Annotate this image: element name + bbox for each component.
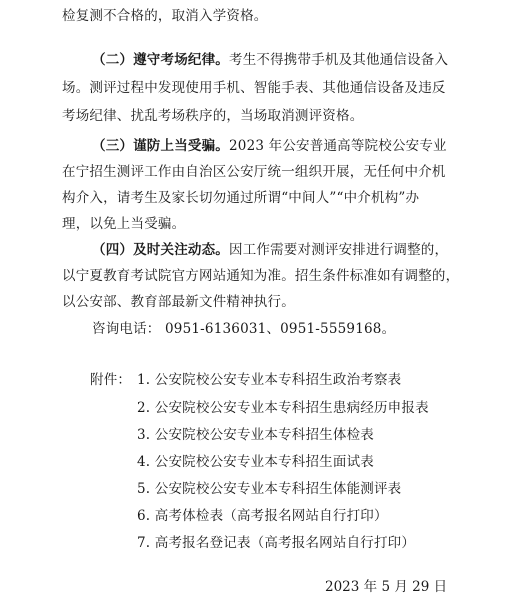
attachment-item: 3. 公安院校公安专业本专科招生体检表 — [137, 427, 374, 443]
paragraph-line: 在宁招生测评工作由自治区公安厅统一组织开展，无任何中介机 — [62, 164, 446, 180]
document-date: 2023 年 5 月 29 日 — [325, 579, 448, 595]
paragraph-line: 理，以免上当受骗。 — [62, 216, 186, 232]
section-heading: （二）遵守考场纪律。 — [92, 52, 229, 68]
paragraph-text: 考生不得携带手机及其他通信设备入 — [229, 52, 449, 68]
paragraph-line — [92, 50, 448, 70]
section-heading: （三）谨防上当受骗。 — [92, 138, 229, 154]
paragraph-line: 以公安部、教育部最新文件精神执行。 — [62, 294, 295, 310]
attachment-item: 6. 高考体检表（高考报名网站自行打印） — [137, 508, 388, 524]
attachment-item: 4. 公安院校公安专业本专科招生面试表 — [137, 454, 374, 470]
attachment-item: 7. 高考报名登记表（高考报名网站自行打印） — [137, 535, 416, 551]
attachment-item: 2. 公安院校公安专业本专科招生患病经历申报表 — [137, 400, 429, 416]
section-heading: （四）及时关注动态。 — [92, 242, 229, 258]
paragraph-text: 2023 年公安普通高等院校公安专业 — [229, 138, 447, 154]
attachment-item: 1. 公安院校公安专业本专科招生政治考察表 — [137, 372, 402, 388]
paragraph-line: 场。测评过程中发现使用手机、智能手表、其他通信设备及违反 — [62, 80, 446, 96]
paragraph-line — [92, 240, 448, 260]
attachments-label: 附件： — [90, 372, 132, 388]
attachment-item: 5. 公安院校公安专业本专科招生体能测评表 — [137, 481, 402, 497]
paragraph-line: 检复测不合格的，取消入学资格。 — [62, 8, 268, 24]
contact-phone: 咨询电话： 0951-6136031、0951-5559168。 — [92, 321, 396, 337]
paragraph-line: 构介入，请考生及家长切勿通过所谓“中间人”“中介机构”办 — [62, 190, 420, 206]
paragraph-line — [92, 136, 447, 156]
paragraph-text: 因工作需要对测评安排进行调整的， — [229, 242, 449, 258]
paragraph-line: 考场纪律、扰乱考场秩序的，当场取消测评资格。 — [62, 108, 364, 124]
paragraph-line: 以宁夏教育考试院官方网站通知为准。招生条件标准如有调整的， — [62, 268, 460, 284]
